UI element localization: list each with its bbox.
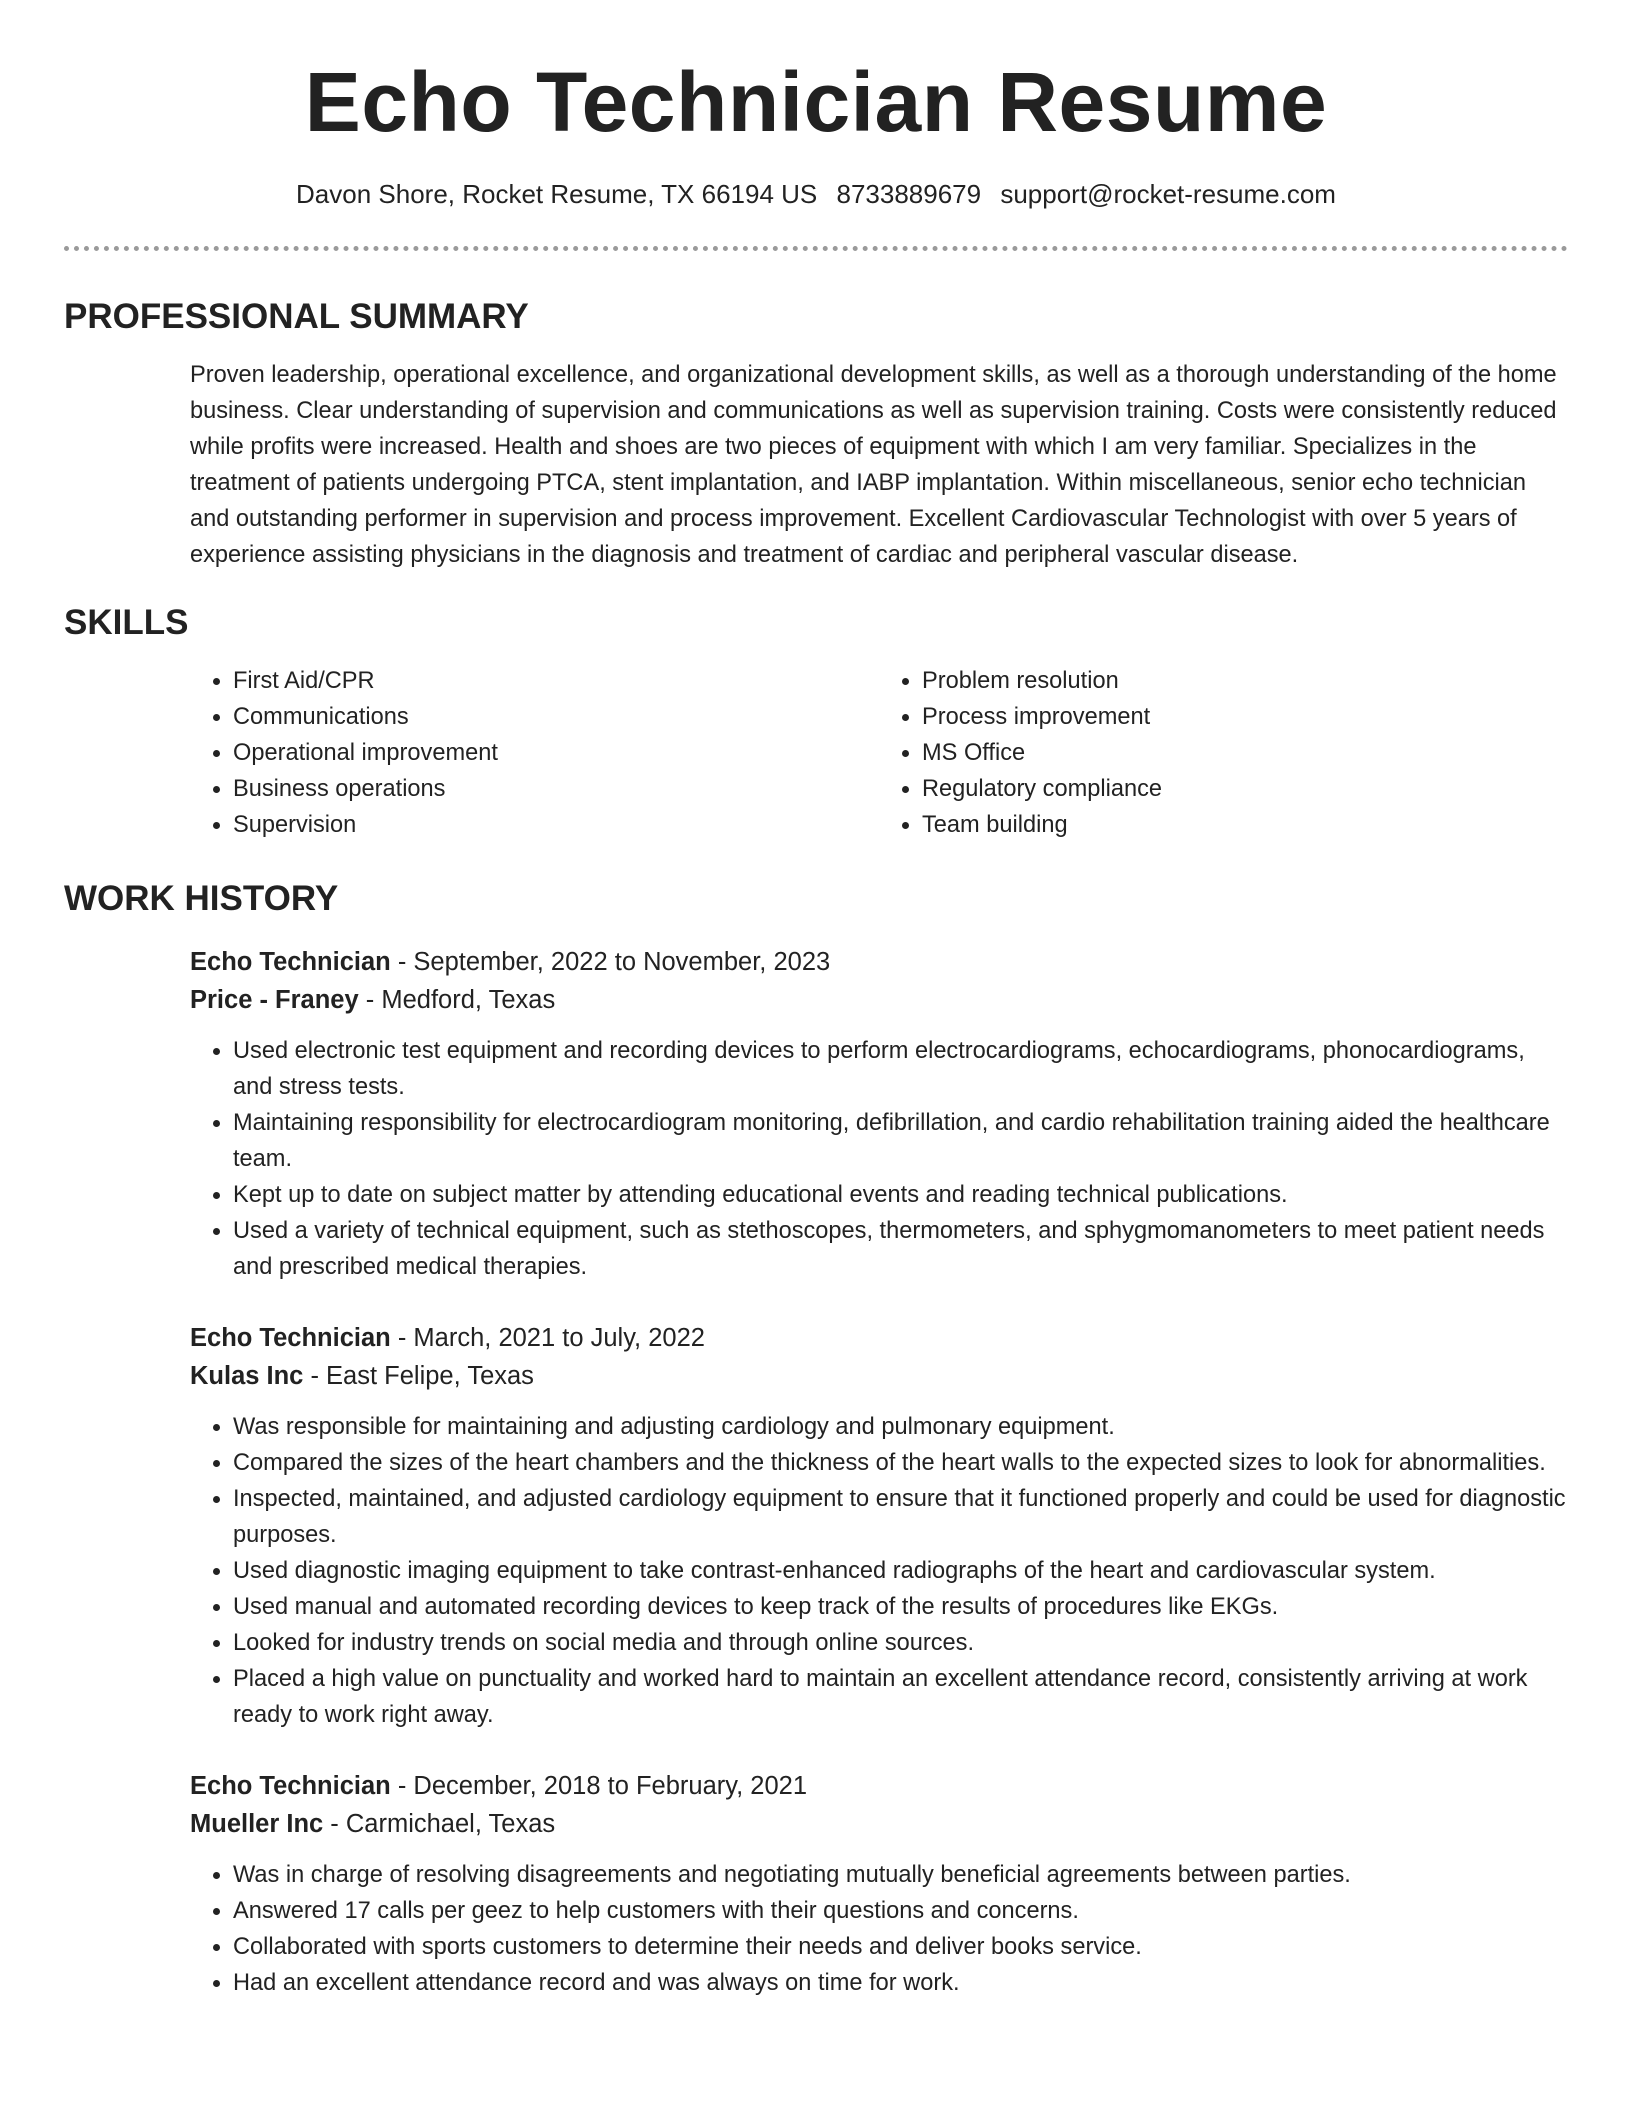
header-divider [64,246,1568,251]
job-entry [190,1319,1568,1733]
skill-item: • Problem resolution [922,663,1568,699]
job-bullet: • Placed a high value on punctuality and worked hard to maintain an excellent attendance record, consistently arriving at work ready to work right away. [233,1661,1568,1733]
section-heading-summary: PROFESSIONAL SUMMARY [64,297,529,336]
job-company-line: Price - Franey - Medford, Texas [190,986,556,1014]
job-company: Kulas Inc [190,1362,304,1390]
skills-column-right [879,663,1568,843]
skill-item: • Communications [233,699,879,735]
job-title: Echo Technician [190,948,391,976]
job-location: Carmichael, Texas [345,1810,556,1838]
skill-item: • MS Office [922,735,1568,771]
job-title: Echo Technician [190,1324,391,1352]
summary-text: Proven leadership, operational excellence, and organizational development skills, as well as a thorough understanding of the home business. Clear understanding of supervision and communications as well as supervision training. Costs were consistently reduced while profits were increased. Health and shoes are two pieces of equipment with which I am very familiar. Specializes in the treatment of patients undergoing PTCA, stent implantation, and IABP implantation. Within miscellaneous, senior echo technician and outstanding performer in supervision and process improvement. Excellent Cardiovascular Technologist with over 5 years of experience assisting physicians in the diagnosis and treatment of cardiac and peripheral vascular disease. [190,362,1557,568]
job-bullet: • Used electronic test equipment and recording devices to perform electrocardiograms, echocardiograms, phonocardiograms, and stress tests. [233,1033,1568,1105]
job-location: Medford, Texas [381,986,556,1014]
job-title: Echo Technician [190,1772,391,1800]
contact-email: support@rocket-resume.com [1000,179,1336,209]
job-bullet: • Used diagnostic imaging equipment to take contrast-enhanced radiographs of the heart and cardiovascular system. [233,1553,1568,1589]
skills-grid [190,663,1568,843]
skills-section [64,601,1568,843]
job-bullet: • Was responsible for maintaining and adjusting cardiology and pulmonary equipment. [233,1409,1568,1445]
job-entry [190,1767,1568,2001]
job-company: Mueller Inc [190,1810,324,1838]
job-bullet: • Maintaining responsibility for electrocardiogram monitoring, defibrillation, and cardio rehabilitation training aided the healthcare team. [233,1105,1568,1177]
job-bullet: • Used manual and automated recording devices to keep track of the results of procedures like EKGs. [233,1589,1568,1625]
job-dates: September, 2022 to November, 2023 [413,948,831,976]
job-bullet: • Compared the sizes of the heart chambers and the thickness of the heart walls to the expected sizes to look for abnormalities. [233,1445,1568,1481]
job-title-line: Echo Technician - March, 2021 to July, 2022 [190,1324,705,1352]
job-entry [190,943,1568,1285]
job-bullets [190,1409,1568,1733]
job-bullet: • Collaborated with sports customers to determine their needs and deliver books service. [233,1929,1568,1965]
professional-summary-section [64,295,1568,573]
job-bullets [190,1033,1568,1285]
section-heading-work: WORK HISTORY [64,879,339,918]
job-bullet: • Answered 17 calls per geez to help customers with their questions and concerns. [233,1893,1568,1929]
job-bullet: • Kept up to date on subject matter by attending educational events and reading technical publications. [233,1177,1568,1213]
job-dates: March, 2021 to July, 2022 [413,1324,705,1352]
skill-item: • Operational improvement [233,735,879,771]
skills-column-left [190,663,879,843]
job-bullet: • Was in charge of resolving disagreements and negotiating mutually beneficial agreements between parties. [233,1857,1568,1893]
job-bullet: • Looked for industry trends on social media and through online sources. [233,1625,1568,1661]
skill-item: • Regulatory compliance [922,771,1568,807]
job-company-line: Mueller Inc - Carmichael, Texas [190,1810,556,1838]
contact-address: Davon Shore, Rocket Resume, TX 66194 US [296,179,818,209]
job-bullet: • Had an excellent attendance record and was always on time for work. [233,1965,1568,2001]
job-company-line: Kulas Inc - East Felipe, Texas [190,1362,534,1390]
skill-item: • Supervision [233,807,879,843]
job-bullet: • Used a variety of technical equipment, such as stethoscopes, thermometers, and sphygmomanometers to meet patient needs and prescribed medical therapies. [233,1213,1568,1285]
job-dates: December, 2018 to February, 2021 [413,1772,808,1800]
skill-item: • Business operations [233,771,879,807]
resume-title: Echo Technician Resume [304,55,1328,149]
contact-phone: 8733889679 [836,179,982,209]
section-heading-skills: SKILLS [64,603,189,642]
work-history-section [64,877,1568,2001]
job-bullets [190,1857,1568,2001]
skill-item: • First Aid/CPR [233,663,879,699]
job-bullet: • Inspected, maintained, and adjusted cardiology equipment to ensure that it functioned properly and could be used for diagnostic purposes. [233,1481,1568,1553]
skill-item: • Team building [922,807,1568,843]
contact-line [64,176,1568,212]
job-company: Price - Franey [190,986,359,1014]
job-title-line: Echo Technician - September, 2022 to November, 2023 [190,948,831,976]
job-title-line: Echo Technician - December, 2018 to February, 2021 [190,1772,808,1800]
job-location: East Felipe, Texas [326,1362,534,1390]
skill-item: • Process improvement [922,699,1568,735]
